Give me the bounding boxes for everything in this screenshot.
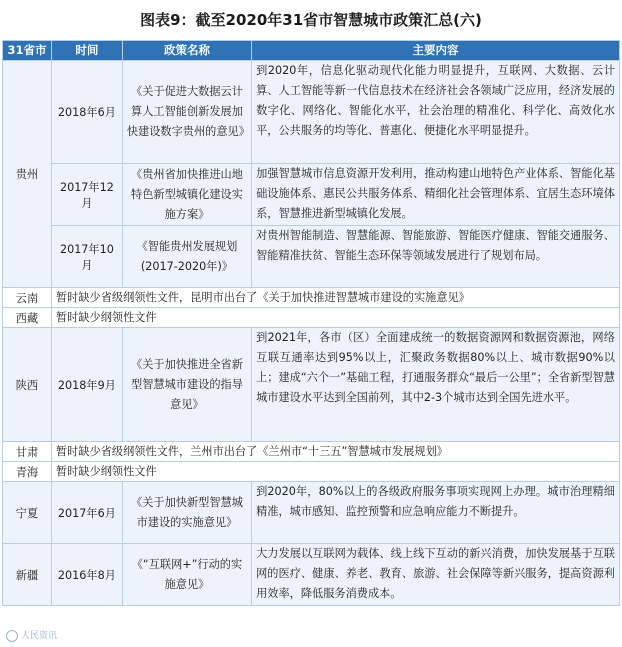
table-row-xinjiang [3,544,620,606]
province-gansu: 甘肃 [3,442,52,462]
watermark [6,628,57,642]
policy-name: 《关于加快推进全省新型智慧城市建设的指导意见》 [122,328,251,442]
policy-name: 《关于促进大数据云计算人工智能创新发展加快建设数字贵州的意见》 [122,61,251,164]
header-content: 主要内容 [252,41,620,61]
province-xinjiang: 新疆 [3,544,52,606]
table-row-gansu [3,442,620,462]
table-header-row [3,41,620,61]
policy-content: 到2020年，信息化驱动现代化能力明显提升，互联网、大数据、云计算、人工智能等新一代信息技术在经济社会各领域广泛应用，经济发展的数字化、网络化、智能化水平，社会治理的精准化、科学化、高效化水平，公共服务的均等化、普惠化、便捷化水平明显提升。 [252,61,620,164]
policy-time: 2017年10月 [51,226,122,288]
figure-title: 图表9：截至2020年31省市智慧城市政策汇总(六) [140,11,482,29]
policy-name: 《贵州省加快推进山地特色新型城镇化建设实施方案》 [122,164,251,226]
watermark-logo-icon [6,630,18,642]
province-ningxia: 宁夏 [3,482,52,544]
table-row-ningxia [3,482,620,544]
policy-name: 《智能贵州发展规划(2017-2020年)》 [122,226,251,288]
policy-name: 《“互联网+”行动的实施意见》 [122,544,251,606]
policy-content: 到2021年，各市（区）全面建成统一的数据资源网和数据资源池，网络互联互通率达到95%以上，汇聚政务数据80%以上、城市数据90%以上；建成“六个一”基础工程，打通服务群众“最后一公里”；全省新型智慧城市建设水平达到全国前列，其中2-3个城市达到全国先进水平。 [252,328,620,442]
table-row-guizhou-2 [3,164,620,226]
policy-content: 加强智慧城市信息资源开发利用，推动构建山地特色产业体系、智能化基础设施体系、惠民公共服务体系、精细化社会管理体系、宜居生态环境体系，智慧推进新型城镇化发展。 [252,164,620,226]
table-row-shaanxi [3,328,620,442]
table-row-xizang [3,308,620,328]
province-xizang: 西藏 [3,308,52,328]
province-guizhou: 贵州 [3,61,52,288]
province-shaanxi: 陕西 [3,328,52,442]
table-row-guizhou-3 [3,226,620,288]
policy-note: 暂时缺少省级纲领性文件，昆明市出台了《关于加快推进智慧城市建设的实施意见》 [51,288,619,308]
policy-content: 对贵州智能制造、智慧能源、智能旅游、智能医疗健康、智能交通服务、智能精准扶贫、智能生态环保等领域发展进行了规划布局。 [252,226,620,288]
table-row-guizhou-1 [3,61,620,164]
policy-content: 到2020年，80%以上的各级政府服务事项实现网上办理。城市治理精细精准，城市感知、监控预警和应急响应能力不断提升。 [252,482,620,544]
policy-time: 2018年6月 [51,61,122,164]
policy-time: 2017年6月 [51,482,122,544]
policy-note: 暂时缺少省级纲领性文件，兰州市出台了《兰州市“十三五”智慧城市发展规划》 [51,442,619,462]
province-qinghai: 青海 [3,462,52,482]
policy-note: 暂时缺少纲领性文件 [51,462,619,482]
policy-time: 2017年12月 [51,164,122,226]
policy-content: 大力发展以互联网为载体、线上线下互动的新兴消费，加快发展基于互联网的医疗、健康、养老、教育、旅游、社会保障等新兴服务，提高资源利用效率，降低服务消费成本。 [252,544,620,606]
table-row-qinghai [3,462,620,482]
table-row-yunnan [3,288,620,308]
policy-time: 2018年9月 [51,328,122,442]
policy-table [2,40,620,606]
policy-note: 暂时缺少纲领性文件 [51,308,619,328]
watermark-text: 人民资讯 [21,631,58,641]
policy-name: 《关于加快新型智慧城市建设的实施意见》 [122,482,251,544]
header-province: 31省市 [3,41,52,61]
header-time: 时间 [51,41,122,61]
province-yunnan: 云南 [3,288,52,308]
header-policy-name: 政策名称 [122,41,251,61]
policy-time: 2016年8月 [51,544,122,606]
